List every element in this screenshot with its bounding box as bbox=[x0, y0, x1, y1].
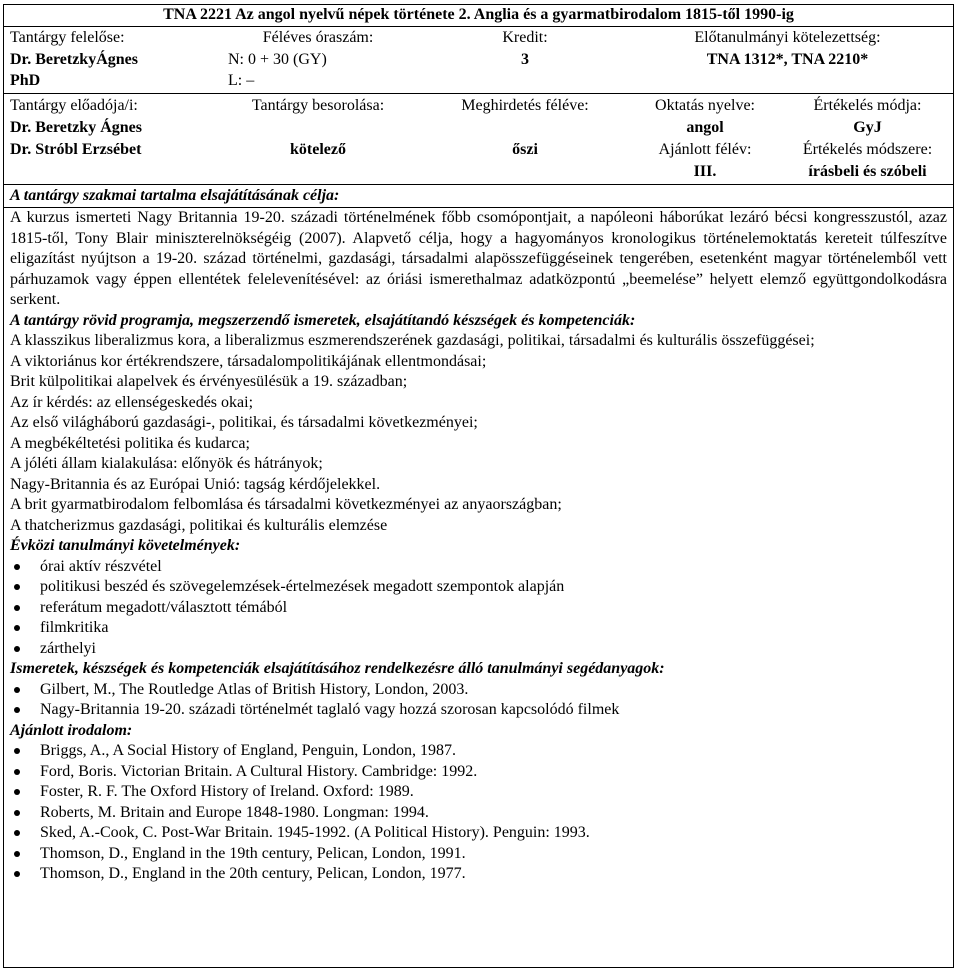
list-item: politikusi beszéd és szövegelemzések-értelmezések megadott szempontok alapján bbox=[10, 577, 947, 598]
goal-heading: A tantárgy szakmai tartalma elsajátításának célja: bbox=[10, 187, 340, 204]
hours-l-value: L: – bbox=[228, 72, 255, 89]
divider bbox=[3, 26, 954, 27]
program-item: A jóléti állam kialakulása: előnyök és hátrányok; bbox=[10, 455, 323, 472]
goal-text: A kurzus ismerteti Nagy Britannia 19-20. századi történelmének főbb csomópontjait, a napóleoni háborúkat lezáró bécsi kongresszustól, azaz 1815-től, Tony Blair miniszterelnökségéig (2007). Alapvető célja, hogy a hagyományos kronologikus történelemoktatás kereteit túlfeszítve eligazítást nyújtson a 19-20. század történelmi, gazdasági, társadalmi alapösszefüggéseinek tengerében, esetenként magyar történelemből vett párhuzamok vagy éppen ellentétek felelevenítésével: az óriási ismerethalmaz adatközpontú „beemelése” helyett elemző együttgondolkodásra serkent. bbox=[10, 209, 947, 308]
program-item: Brit külpolitikai alapelvek és érvényesülésük a 19. században; bbox=[10, 373, 408, 390]
list-item: Foster, R. F. The Oxford History of Ireland. Oxford: 1989. bbox=[10, 782, 947, 803]
list-item: Thomson, D., England in the 20th century, Pelican, London, 1977. bbox=[10, 864, 947, 885]
program-item: A brit gyarmatbirodalom felbomlása és társadalmi következményei az anyaországban; bbox=[10, 496, 562, 513]
bullet-icon bbox=[14, 564, 20, 570]
evaluation-method-label: Értékelés módszere: bbox=[802, 141, 933, 158]
materials-heading: Ismeretek, készségek és kompetenciák elsajátításához rendelkezésre álló tanulmányi segédanyagok: bbox=[10, 660, 665, 677]
recommended-semester-label: Ajánlott félév: bbox=[658, 141, 752, 158]
goal-section bbox=[10, 208, 947, 885]
bullet-icon bbox=[14, 871, 20, 877]
bullet-icon bbox=[14, 687, 20, 693]
list-item: Briggs, A., A Social History of England, Penguin, London, 1987. bbox=[10, 741, 947, 762]
bullet-icon bbox=[14, 584, 20, 590]
program-list bbox=[10, 331, 947, 536]
language-value: angol bbox=[686, 119, 724, 136]
evaluation-label: Értékelés módja: bbox=[813, 97, 922, 114]
list-item: referátum megadott/választott témából bbox=[10, 598, 947, 619]
semester-value: őszi bbox=[512, 141, 538, 158]
hours-value: N: 0 + 30 (GY) bbox=[228, 51, 327, 68]
list-item: Roberts, M. Britain and Europe 1848-1980. Longman: 1994. bbox=[10, 803, 947, 824]
list-item: filmkritika bbox=[10, 618, 947, 639]
hours-label: Féléves óraszám: bbox=[262, 29, 374, 46]
semester-label: Meghirdetés féléve: bbox=[461, 97, 589, 114]
lecturer-label: Tantárgy előadója/i: bbox=[10, 97, 138, 114]
bullet-icon bbox=[14, 810, 20, 816]
bullet-icon bbox=[14, 625, 20, 631]
divider bbox=[3, 184, 954, 185]
bullet-icon bbox=[14, 605, 20, 611]
requirements-list bbox=[10, 557, 947, 660]
list-item: Sked, A.-Cook, C. Post-War Britain. 1945-1992. (A Political History). Penguin: 1993. bbox=[10, 823, 947, 844]
responsible-name: Dr. BeretzkyÁgnes bbox=[10, 51, 138, 68]
prereq-label: Előtanulmányi kötelezettség: bbox=[694, 29, 881, 46]
credit-value: 3 bbox=[521, 51, 529, 68]
literature-heading: Ajánlott irodalom: bbox=[10, 721, 133, 739]
prereq-value: TNA 1312*, TNA 2210* bbox=[706, 51, 869, 68]
bullet-icon bbox=[14, 748, 20, 754]
list-item: Gilbert, M., The Routledge Atlas of British History, London, 2003. bbox=[10, 680, 947, 701]
main-content bbox=[10, 186, 947, 207]
literature-list bbox=[10, 741, 947, 885]
program-heading: A tantárgy rövid programja, megszerzendő ismeretek, elsajátítandó készségek és kompetenciák: bbox=[10, 311, 636, 329]
bullet-icon bbox=[14, 707, 20, 713]
list-item: Thomson, D., England in the 19th century, Pelican, London, 1991. bbox=[10, 844, 947, 865]
course-title: TNA 2221 Az angol nyelvű népek története 2. Anglia és a gyarmatbirodalom 1815-től 1990-ig bbox=[163, 6, 794, 23]
evaluation-method-value: írásbeli és szóbeli bbox=[808, 163, 927, 180]
program-item: Nagy-Britannia és az Európai Unió: tagság kérdőjelekkel. bbox=[10, 475, 381, 493]
responsible-label: Tantárgy felelőse: bbox=[10, 29, 125, 46]
type-label: Tantárgy besorolása: bbox=[251, 97, 385, 114]
program-item: Az ír kérdés: az ellenségeskedés okai; bbox=[10, 393, 254, 411]
program-item: A thatcherizmus gazdasági, politikai és kulturális elemzése bbox=[10, 516, 388, 534]
list-item: Ford, Boris. Victorian Britain. A Cultural History. Cambridge: 1992. bbox=[10, 762, 947, 783]
list-item: zárthelyi bbox=[10, 639, 947, 660]
bullet-icon bbox=[14, 830, 20, 836]
bullet-icon bbox=[14, 789, 20, 795]
divider bbox=[3, 93, 954, 94]
lecturer-name: Dr. Beretzky Ágnes bbox=[10, 119, 142, 136]
type-value: kötelező bbox=[290, 141, 346, 158]
program-item: A klasszikus liberalizmus kora, a liberalizmus eszmerendszerének gazdasági, politikai, társadalmi és kulturális összefüggései; bbox=[10, 332, 815, 349]
list-item: órai aktív részvétel bbox=[10, 557, 947, 578]
bullet-icon bbox=[14, 769, 20, 775]
evaluation-value: GyJ bbox=[853, 119, 882, 136]
program-item: Az első világháború gazdasági-, politikai, és társadalmi következményei; bbox=[10, 414, 478, 431]
bullet-icon bbox=[14, 851, 20, 857]
responsible-name-suffix: PhD bbox=[10, 72, 41, 89]
requirements-heading: Évközi tanulmányi követelmények: bbox=[10, 537, 241, 554]
program-item: A viktoriánus kor értékrendszere, társadalompolitikájának ellentmondásai; bbox=[10, 352, 487, 370]
materials-list bbox=[10, 680, 947, 721]
program-item: A megbékéltetési politika és kudarca; bbox=[10, 434, 250, 452]
bullet-icon bbox=[14, 646, 20, 652]
lecturer-name: Dr. Stróbl Erzsébet bbox=[10, 141, 142, 158]
list-item: Nagy-Britannia 19-20. századi történelmét taglaló vagy hozzá szorosan kapcsolódó filmek bbox=[10, 700, 947, 721]
recommended-semester-value: III. bbox=[693, 163, 717, 180]
credit-label: Kredit: bbox=[502, 29, 548, 46]
language-label: Oktatás nyelve: bbox=[655, 97, 755, 114]
